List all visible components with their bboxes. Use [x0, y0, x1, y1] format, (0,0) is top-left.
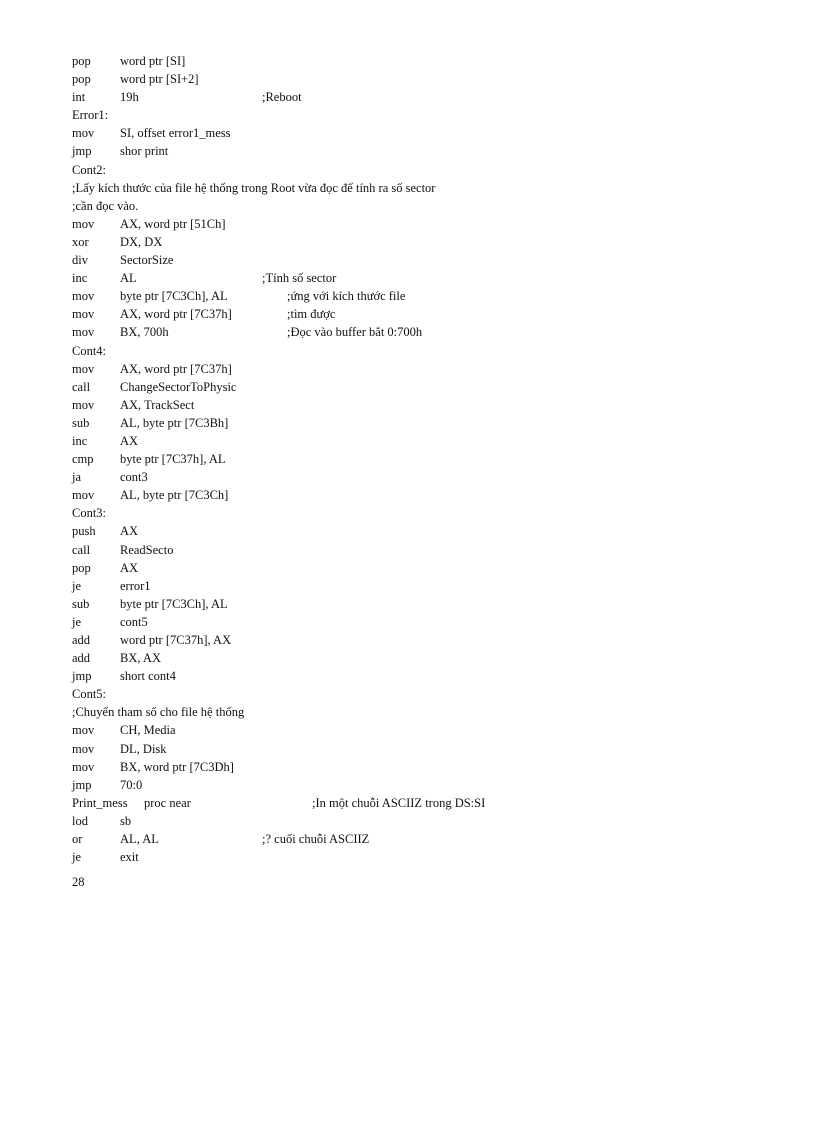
code-line: [72, 504, 772, 522]
code-operand: word ptr [SI]: [120, 54, 186, 68]
code-opcode: pop: [72, 560, 91, 575]
code-line: [72, 776, 772, 794]
code-opcode: Cont5:: [72, 687, 107, 702]
code-opcode: ;cần đọc vào.: [72, 198, 139, 213]
assembly-code-listing: [72, 52, 772, 866]
code-operand: error1: [120, 578, 151, 593]
code-operand: ChangeSectorToPhysic: [120, 379, 237, 394]
code-line: [72, 631, 772, 649]
code-line: [72, 830, 772, 848]
code-opcode: mov: [72, 289, 95, 304]
code-comment: ;tìm được: [287, 307, 336, 322]
code-operand: AL, byte ptr [7C3Bh]: [120, 415, 229, 430]
code-operand: SI, offset error1_mess: [120, 126, 231, 141]
code-opcode: je: [72, 614, 82, 629]
code-operand: proc near: [144, 795, 191, 810]
code-line: [72, 378, 772, 396]
code-line: [72, 215, 772, 233]
code-line: [72, 559, 772, 577]
code-operand: CH, Media: [120, 723, 176, 738]
code-operand: AX: [120, 560, 139, 575]
code-line: [72, 287, 772, 305]
code-opcode: ;Lấy kích thước của file hệ thống trong Root vừa đọc để tính ra số sector: [72, 180, 436, 195]
code-line: [72, 721, 772, 739]
code-operand: AX: [120, 433, 139, 448]
code-opcode: mov: [72, 741, 95, 756]
code-comment: ;? cuối chuỗi ASCIIZ: [262, 832, 370, 847]
code-operand: AL: [120, 271, 137, 286]
code-opcode: pop: [72, 72, 91, 87]
code-operand: AL, AL: [120, 832, 159, 847]
code-operand: AL, byte ptr [7C3Ch]: [120, 488, 229, 503]
code-opcode: inc: [72, 271, 88, 286]
code-opcode: Print_mess: [72, 795, 128, 810]
code-line: [72, 541, 772, 559]
code-operand: BX, 700h: [120, 325, 169, 340]
code-line: [72, 233, 772, 251]
code-comment: ;ứng với kích thước file: [287, 289, 406, 304]
code-opcode: xor: [72, 234, 89, 249]
code-operand: byte ptr [7C3Ch], AL: [120, 289, 228, 304]
code-opcode: ;Chuyển tham số cho file hệ thống: [72, 705, 245, 720]
code-line: [72, 396, 772, 414]
code-operand: word ptr [7C37h], AX: [120, 633, 232, 647]
code-comment: ;Đọc vào buffer bắt 0:700h: [287, 325, 423, 340]
code-operand: 70:0: [120, 777, 143, 792]
code-opcode: mov: [72, 126, 95, 141]
code-opcode: mov: [72, 488, 95, 503]
code-line: [72, 142, 772, 160]
code-line: [72, 106, 772, 124]
code-line: [72, 88, 772, 106]
code-operand: sb: [120, 813, 132, 828]
code-operand: cont5: [120, 614, 148, 629]
code-operand: SectorSize: [120, 253, 174, 268]
code-line: [72, 649, 772, 667]
code-opcode: mov: [72, 397, 95, 412]
code-line: [72, 305, 772, 323]
code-line: [72, 432, 772, 450]
code-operand: AX, word ptr [51Ch]: [120, 216, 226, 231]
code-line: [72, 613, 772, 631]
code-line: [72, 667, 772, 685]
code-line: [72, 251, 772, 269]
code-line: [72, 269, 772, 287]
code-line: [72, 179, 772, 197]
code-operand: AX, word ptr [7C37h]: [120, 361, 232, 376]
code-operand: BX, word ptr [7C3Dh]: [120, 759, 234, 774]
code-opcode: pop: [72, 54, 91, 68]
code-opcode: add: [72, 651, 91, 666]
code-line: [72, 70, 772, 88]
code-opcode: mov: [72, 307, 95, 322]
code-operand: exit: [120, 850, 139, 865]
code-operand: AX: [120, 524, 139, 539]
code-opcode: or: [72, 832, 83, 847]
code-opcode: mov: [72, 325, 95, 340]
code-opcode: mov: [72, 723, 95, 738]
code-line: [72, 794, 772, 812]
code-opcode: jmp: [72, 144, 92, 159]
code-comment: ;Reboot: [262, 90, 302, 105]
code-opcode: je: [72, 578, 82, 593]
code-operand: word ptr [SI+2]: [120, 72, 199, 87]
code-opcode: Cont2:: [72, 162, 107, 177]
code-line: [72, 812, 772, 830]
code-line: [72, 685, 772, 703]
page-number: 28: [72, 875, 85, 889]
code-opcode: lod: [72, 813, 88, 828]
code-opcode: Error1:: [72, 108, 109, 123]
code-line: [72, 124, 772, 142]
code-opcode: add: [72, 633, 91, 647]
code-line: [72, 577, 772, 595]
code-line: [72, 468, 772, 486]
code-opcode: Cont3:: [72, 506, 107, 521]
code-operand: AX, TrackSect: [120, 397, 195, 412]
code-comment: ;Tính số sector: [262, 271, 337, 286]
code-line: [72, 595, 772, 613]
code-operand: byte ptr [7C3Ch], AL: [120, 596, 228, 611]
code-operand: short cont4: [120, 669, 176, 684]
code-opcode: push: [72, 524, 96, 539]
code-line: [72, 486, 772, 504]
code-opcode: jmp: [72, 777, 92, 792]
code-opcode: inc: [72, 433, 88, 448]
code-opcode: call: [72, 379, 91, 394]
code-opcode: sub: [72, 415, 90, 430]
code-operand: shor print: [120, 144, 169, 159]
code-operand: cont3: [120, 470, 148, 485]
code-operand: BX, AX: [120, 651, 161, 666]
code-opcode: call: [72, 542, 91, 557]
code-opcode: Cont4:: [72, 343, 107, 358]
code-line: [72, 703, 772, 721]
code-line: [72, 197, 772, 215]
code-line: [72, 848, 772, 866]
code-operand: AX, word ptr [7C37h]: [120, 307, 232, 322]
code-line: [72, 740, 772, 758]
code-opcode: je: [72, 850, 82, 865]
code-opcode: int: [72, 90, 86, 105]
code-line: [72, 323, 772, 341]
code-opcode: ja: [72, 470, 82, 485]
code-opcode: mov: [72, 216, 95, 231]
code-operand: ReadSecto: [120, 542, 174, 557]
code-operand: DX, DX: [120, 234, 163, 249]
code-opcode: mov: [72, 759, 95, 774]
code-line: [72, 52, 772, 70]
code-opcode: cmp: [72, 452, 94, 467]
code-line: [72, 522, 772, 540]
code-line: [72, 414, 772, 432]
code-operand: byte ptr [7C37h], AL: [120, 452, 226, 467]
code-opcode: sub: [72, 596, 90, 611]
code-line: [72, 360, 772, 378]
code-comment: ;In một chuỗi ASCIIZ trong DS:SI: [312, 795, 486, 810]
code-opcode: div: [72, 253, 88, 268]
code-opcode: jmp: [72, 669, 92, 684]
code-line: [72, 758, 772, 776]
code-line: [72, 342, 772, 360]
code-line: [72, 161, 772, 179]
code-operand: 19h: [120, 90, 139, 105]
code-line: [72, 450, 772, 468]
code-operand: DL, Disk: [120, 741, 167, 756]
code-opcode: mov: [72, 361, 95, 376]
